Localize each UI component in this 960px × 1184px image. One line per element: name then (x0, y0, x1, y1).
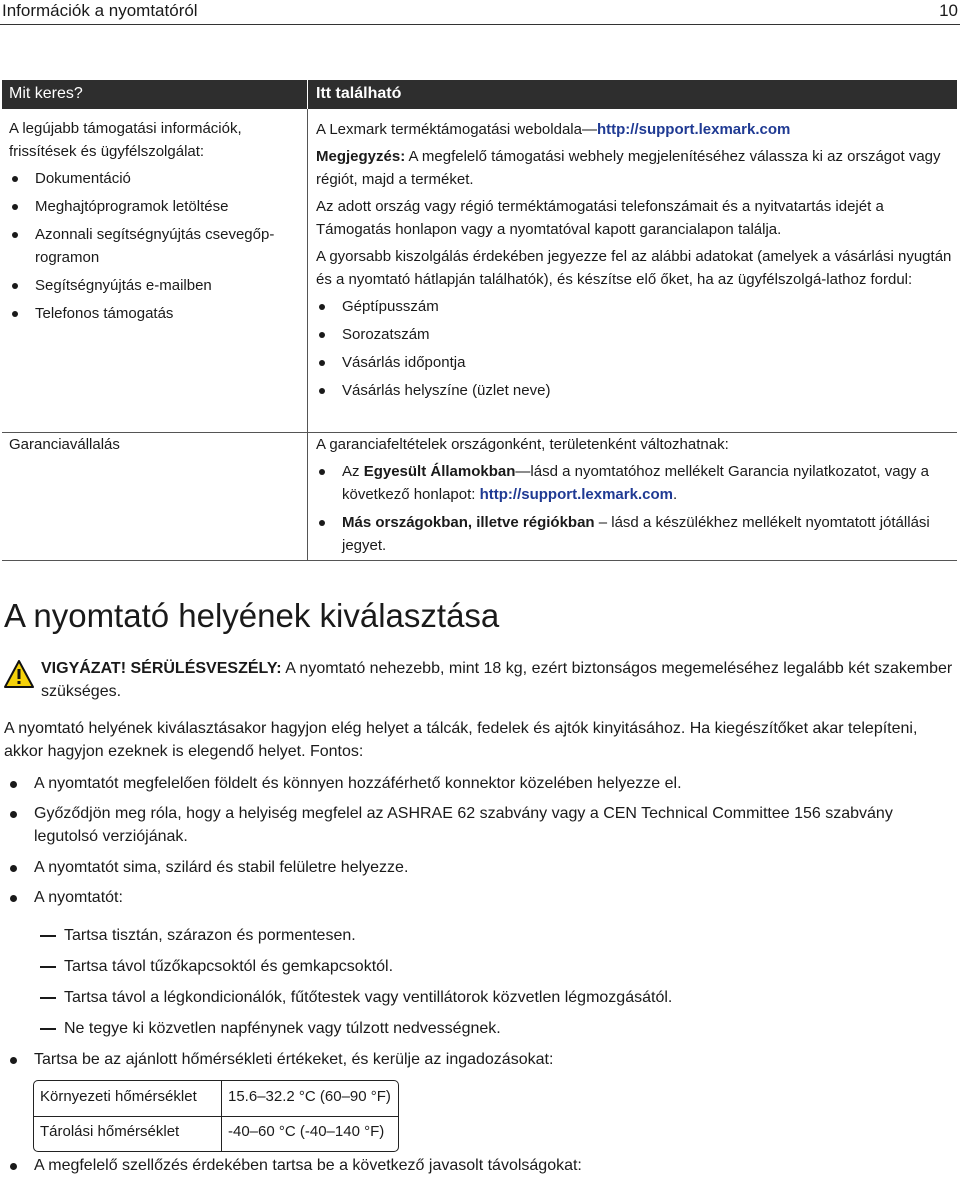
list-item: Azonnali segítségnyújtás csevegőp-rogramon (9, 223, 299, 269)
list-item: A nyomtatót sima, szilárd és stabil felületre helyezze. (4, 856, 959, 879)
warning-label: VIGYÁZAT! SÉRÜLÉSVESZÉLY: (41, 660, 282, 677)
placement-list (4, 772, 959, 916)
temp-bullet (4, 1048, 959, 1078)
section-title: A nyomtató helyének kiválasztása (4, 597, 500, 634)
list-item: Géptípusszám (316, 295, 952, 318)
row1-left-intro: A legújabb támogatási információk, frissítések és ügyfélszolgálat: (9, 120, 242, 160)
warning-triangle-icon (4, 660, 34, 688)
warranty-link[interactable]: http://support.lexmark.com (479, 486, 673, 503)
warning-body: A nyomtató nehezebb, mint 18 kg, ezért biztonságos megemeléséhez legalább két szakember szükséges. (41, 660, 953, 700)
row1-right (316, 118, 952, 407)
list-item: Más országokban, illetve régiókban – lásd a készülékhez mellékelt nyomtatott jótállási jegyet. (316, 511, 952, 557)
note-label: Megjegyzés: (316, 148, 406, 165)
list-item: A nyomtatót megfelelően földelt és könnyen hozzáférhető konnektor közelében helyezze el. (4, 772, 959, 795)
temperature-table (33, 1080, 399, 1152)
list-item: Vásárlás időpontja (316, 351, 952, 374)
col-header-what: Mit keres? (9, 85, 83, 102)
prepare-info: A gyorsabb kiszolgálás érdekében jegyezze fel az alábbi adatokat (amelyek a vásárlási nyugtán és a nyomtató hátlapján találhatók), és készítse elő őket, ha az ügyfélszolgá-lathoz fordul: (316, 248, 952, 288)
phone-info: Az adott ország vagy régió terméktámogatási telefonszámait és a nyitvatartás idejét a Támogatás honlapon vagy a nyomtatóval kapott garancialapon találja. (316, 198, 884, 238)
warranty-intro: A garanciafeltételek országonként, területenként változhatnak: (316, 436, 729, 453)
intro-paragraph: A nyomtató helyének kiválasztásakor hagyjon elég helyet a tálcák, fedelek és ajtók kinyitásához. Ha kiegészítőket akar telepíteni, akkor hagyjon ezeknek is elegendő helyet. Fontos: (4, 720, 918, 760)
warranty-list (316, 460, 952, 557)
list-item: Meghajtóprogramok letöltése (9, 195, 299, 218)
note-text: A megfelelő támogatási webhely megjelenítéséhez válassza ki az országot vagy régiót, majd a terméket. (316, 148, 941, 188)
list-item: Az Egyesült Államokban—lásd a nyomtatóhoz mellékelt Garancia nyilatkozatot, vagy a következő honlapot: http://support.lexmark.com. (316, 460, 952, 506)
col-header-where: Itt található (316, 85, 402, 102)
support-link[interactable]: http://support.lexmark.com (596, 121, 791, 138)
note (316, 145, 952, 191)
list-item: A megfelelő szellőzés érdekében tartsa be a következő javasolt távolságokat: (4, 1154, 959, 1177)
support-site-line (316, 118, 952, 141)
ventilation-bullet (4, 1154, 959, 1184)
list-item: Sorozatszám (316, 323, 952, 346)
row1-left-list (9, 167, 299, 325)
page-number: 10 (939, 1, 958, 20)
list-item: Segítségnyújtás e-mailben (9, 274, 299, 297)
row1-right-list (316, 295, 952, 402)
temp-label: Tárolási hőmérséklet (40, 1123, 180, 1140)
warranty-label: Garanciavállalás (9, 436, 120, 453)
temp-value: -40–60 °C (-40–140 °F) (228, 1123, 385, 1140)
temp-label: Környezeti hőmérséklet (40, 1088, 197, 1105)
row1-left (9, 117, 299, 330)
row2-right (316, 433, 952, 562)
temp-value: 15.6–32.2 °C (60–90 °F) (228, 1088, 391, 1105)
list-item: A nyomtatót: (4, 886, 959, 909)
list-item: Dokumentáció (9, 167, 299, 190)
page-header (0, 0, 960, 25)
table-row (34, 1081, 398, 1117)
list-item: Győződjön meg róla, hogy a helyiség megfelel az ASHRAE 62 szabvány vagy a CEN Technical Committee 156 szabvány legutolsó verziójának. (4, 802, 959, 848)
row2-left (9, 433, 299, 460)
table-header (2, 80, 957, 109)
support-table (2, 80, 957, 561)
list-item: Tartsa be az ajánlott hőmérsékleti értékeket, és kerülje az ingadozásokat: (4, 1048, 959, 1071)
table-row (34, 1116, 398, 1151)
page-header-title: Információk a nyomtatóról (2, 1, 198, 20)
list-item: Telefonos támogatás (9, 302, 299, 325)
support-site-text: A Lexmark terméktámogatási weboldala— (316, 121, 597, 138)
list-item: Vásárlás helyszíne (üzlet neve) (316, 379, 952, 402)
warning-text (41, 657, 960, 703)
